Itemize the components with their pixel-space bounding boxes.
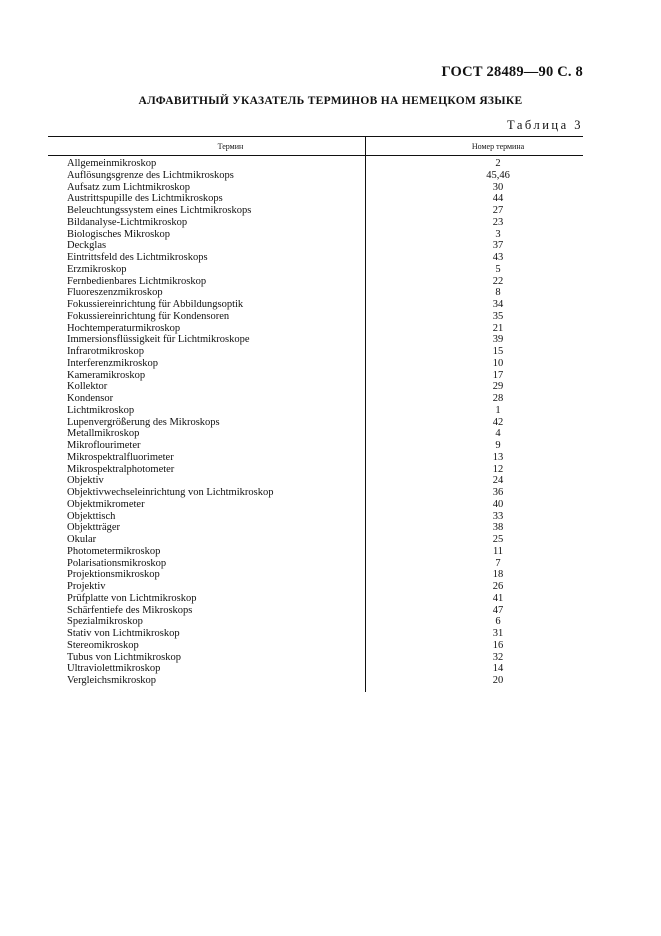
number-cell: 38: [492, 522, 504, 534]
number-cell: 31: [492, 628, 504, 639]
table-row: [48, 170, 583, 182]
number-cell: 23: [492, 216, 504, 228]
term-cell: Mikrospektralfluorimeter: [67, 451, 174, 463]
number-cell: 26: [492, 581, 504, 592]
table-row: [48, 663, 583, 675]
table-row: [48, 534, 583, 546]
term-cell: Kondensor: [67, 393, 114, 404]
number-cell: 30: [492, 181, 504, 193]
term-cell: Lupenvergrößerung des Mikroskops: [67, 416, 220, 428]
table-row: [48, 405, 583, 417]
table-row: [48, 640, 583, 652]
table-row: [48, 464, 583, 476]
table-header: [48, 136, 583, 156]
table-row: [48, 569, 583, 581]
number-cell: 47: [492, 604, 504, 616]
table-row: [48, 158, 583, 170]
number-cell: 14: [492, 663, 504, 675]
term-cell: Fernbedienbares Lichtmikroskop: [67, 275, 207, 287]
table-row: [48, 522, 583, 534]
table-row: [48, 428, 583, 440]
term-cell: Infrarotmikroskop: [67, 346, 144, 357]
number-cell: 10: [492, 357, 504, 369]
table-row: [48, 652, 583, 664]
number-cell: 6: [495, 616, 501, 628]
number-cell: 25: [492, 534, 504, 545]
term-cell: Allgemeinmikroskop: [67, 158, 157, 169]
term-cell: Okular: [67, 534, 97, 545]
term-cell: Kollektor: [67, 381, 108, 393]
term-cell: Biologisches Mikroskop: [67, 228, 170, 240]
term-cell: Beleuchtungssystem eines Lichtmikroskops: [67, 205, 252, 216]
table-row: [48, 440, 583, 452]
number-cell: 42: [492, 416, 504, 428]
number-cell: 39: [492, 334, 504, 346]
page-title: АЛФАВИТНЫЙ УКАЗАТЕЛЬ ТЕРМИНОВ НА НЕМЕЦКОМ ЯЗЫКЕ: [138, 95, 523, 107]
number-cell: 3: [495, 228, 501, 240]
term-cell: Ultraviolettmikroskop: [67, 663, 161, 675]
term-cell: Eintrittsfeld des Lichtmikroskops: [67, 252, 208, 263]
term-cell: Fokussiereinrichtung für Kondensoren: [67, 310, 230, 322]
number-cell: 4: [495, 428, 501, 440]
term-cell: Deckglas: [67, 240, 107, 252]
number-cell: 8: [495, 287, 501, 299]
term-cell: Austrittspupille des Lichtmikroskops: [67, 193, 223, 205]
number-cell: 35: [492, 310, 504, 322]
table-row: [48, 628, 583, 640]
number-cell: 1: [495, 404, 501, 416]
term-cell: Erzmikroskop: [67, 263, 127, 275]
term-cell: Kameramikroskop: [67, 369, 146, 381]
number-cell: 34: [492, 299, 504, 310]
term-cell: Immersionsflüssigkeit für Lichtmikroskope: [67, 334, 250, 346]
number-cell: 18: [492, 569, 504, 581]
number-cell: 45,46: [486, 169, 510, 181]
table-row: [48, 299, 583, 311]
table-row: [48, 452, 583, 464]
term-cell: Objektiv: [67, 475, 104, 487]
term-cell: Mikrospektralphotometer: [67, 463, 175, 475]
number-cell: 29: [492, 381, 504, 393]
number-cell: 5: [495, 263, 501, 275]
table-row: [48, 229, 583, 241]
number-cell: 33: [492, 510, 504, 522]
table-row: [48, 381, 583, 393]
table-row: [48, 217, 583, 229]
table-row: [48, 487, 583, 499]
term-cell: Fokussiereinrichtung für Abbildungsoptik: [67, 299, 244, 310]
term-cell: Objektivwechseleinrichtung von Lichtmikroskop: [67, 487, 274, 498]
table-row: [48, 499, 583, 511]
number-cell: 44: [492, 193, 504, 205]
term-cell: Objektmikrometer: [67, 498, 145, 510]
table-row: [48, 511, 583, 523]
number-cell: 27: [492, 205, 504, 216]
table-row: [48, 370, 583, 382]
number-cell: 41: [492, 592, 504, 604]
number-cell: 7: [495, 557, 501, 569]
table-row: [48, 393, 583, 405]
term-cell: Hochtemperaturmikroskop: [67, 322, 181, 334]
column-header-number: Номер термина: [471, 142, 525, 151]
table-row: [48, 616, 583, 628]
term-cell: Metallmikroskop: [67, 428, 140, 440]
table-row: [48, 182, 583, 194]
page-header: ГОСТ 28489—90 С. 8: [441, 64, 583, 80]
table-row: [48, 334, 583, 346]
number-cell: 36: [492, 487, 504, 498]
term-cell: Bildanalyse-Lichtmikroskop: [67, 216, 188, 228]
number-cell: 37: [492, 240, 504, 252]
number-cell: 17: [492, 369, 504, 381]
number-cell: 43: [492, 252, 504, 263]
table-row: [48, 346, 583, 358]
term-cell: Mikroflourimeter: [67, 440, 141, 451]
number-cell: 24: [492, 475, 504, 487]
term-cell: Objekttisch: [67, 510, 116, 522]
term-cell: Projektionsmikroskop: [67, 569, 160, 581]
number-cell: 13: [492, 451, 504, 463]
table-row: [48, 264, 583, 276]
number-cell: 2: [495, 158, 501, 169]
term-cell: Stativ von Lichtmikroskop: [67, 628, 180, 639]
table-row: [48, 276, 583, 288]
table-row: [48, 311, 583, 323]
term-cell: Photometermikroskop: [67, 545, 161, 557]
table-row: [48, 252, 583, 264]
number-cell: 9: [495, 440, 501, 451]
terms-table: [48, 136, 583, 686]
number-cell: 32: [492, 651, 504, 663]
number-cell: 20: [492, 675, 504, 686]
table-row: [48, 475, 583, 487]
table-label: Таблица 3: [507, 118, 583, 132]
table-row: [48, 287, 583, 299]
table-row: [48, 358, 583, 370]
table-row: [48, 593, 583, 605]
term-cell: Spezialmikroskop: [67, 616, 143, 628]
term-cell: Schärfentiefe des Mikroskops: [67, 604, 193, 616]
term-cell: Projektiv: [67, 581, 106, 592]
term-cell: Prüfplatte von Lichtmikroskop: [67, 592, 197, 604]
number-cell: 21: [492, 322, 504, 334]
term-cell: Vergleichsmikroskop: [67, 675, 157, 686]
term-cell: Auflösungsgrenze des Lichtmikroskops: [67, 169, 234, 181]
number-cell: 28: [492, 393, 504, 404]
term-cell: Fluoreszenzmikroskop: [67, 287, 163, 299]
number-cell: 16: [492, 639, 504, 651]
table-row: [48, 558, 583, 570]
number-cell: 22: [492, 275, 504, 287]
term-cell: Aufsatz zum Lichtmikroskop: [67, 181, 191, 193]
term-cell: Stereomikroskop: [67, 639, 139, 651]
table-row: [48, 675, 583, 687]
term-cell: Polarisationsmikroskop: [67, 557, 167, 569]
number-cell: 12: [492, 463, 504, 475]
number-cell: 15: [492, 346, 504, 357]
table-row: [48, 323, 583, 335]
table-row: [48, 605, 583, 617]
term-cell: Objektträger: [67, 522, 121, 534]
table-row: [48, 581, 583, 593]
term-cell: Tubus von Lichtmikroskop: [67, 651, 181, 663]
table-row: [48, 546, 583, 558]
table-row: [48, 205, 583, 217]
table-row: [48, 240, 583, 252]
term-cell: Interferenzmikroskop: [67, 357, 158, 369]
column-header-term: Термин: [217, 142, 244, 151]
term-cell: Lichtmikroskop: [67, 404, 135, 416]
table-body: [48, 158, 583, 687]
table-row: [48, 193, 583, 205]
table-row: [48, 417, 583, 429]
number-cell: 40: [492, 498, 504, 510]
number-cell: 11: [492, 545, 504, 557]
